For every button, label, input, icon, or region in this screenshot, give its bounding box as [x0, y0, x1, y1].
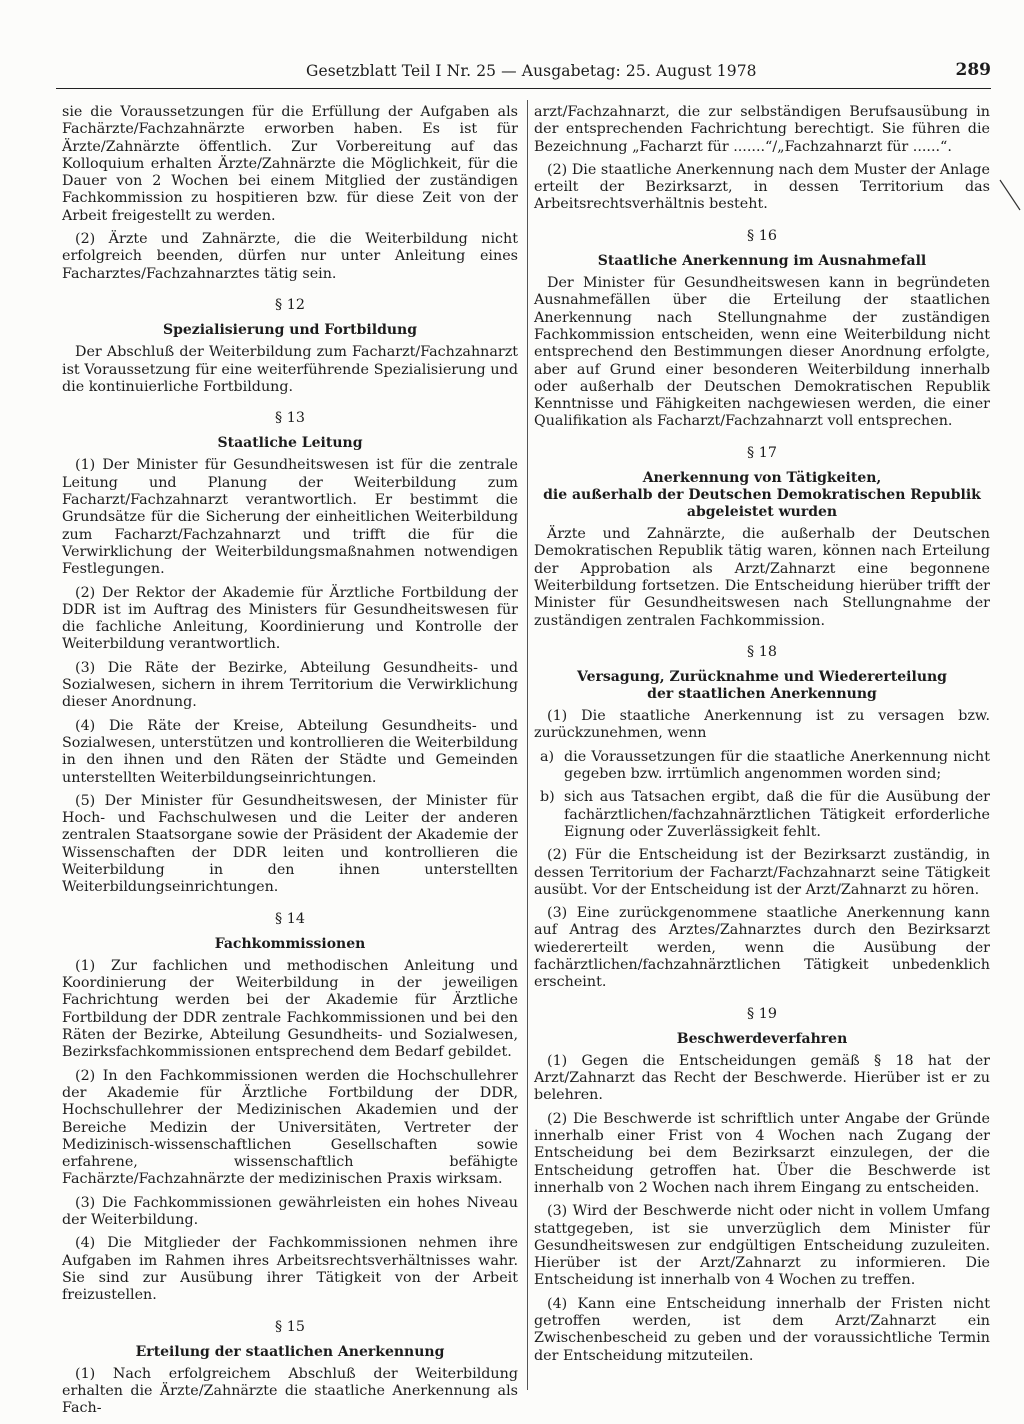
section-number: § 12 [275, 296, 305, 313]
heading-line: Versagung, Zurücknahme und Wiedererteilung [577, 669, 947, 686]
paragraph: (1) Zur fachlichen und methodischen Anleitung und Koordinierung der Weiterbildung in der jeweiligen Fachrichtung werden bei der Akademie für Ärztliche Fortbildung der DDR zentrale Fachkommissionen und bei den Räten der Bezirke, Abteilung Gesundheits- und Sozialwesen, Bezirksfachkommissionen entsprechend dem Bedarf gebildet. [62, 957, 518, 1061]
paragraph: (4) Kann eine Entscheidung innerhalb der Fristen nicht getroffen werden, ist dem Arzt/Zahnarzt ein Zwischenbescheid zu geben und der voraussichtliche Termin der Entscheidung mitzuteilen. [534, 1295, 990, 1364]
right-column [534, 104, 990, 1371]
heading-line: die außerhalb der Deutschen Demokratischen Republik [543, 487, 981, 504]
section-heading [534, 669, 990, 703]
paragraph: (1) Gegen die Entscheidungen gemäß § 18 hat der Arzt/Zahnarzt das Recht der Beschwerde. Hierüber ist er zu belehren. [534, 1052, 990, 1104]
section-number: § 14 [275, 910, 305, 927]
paragraph: (5) Der Minister für Gesundheitswesen, der Minister für Hoch- und Fachschulwesen und die Leiter der anderen zentralen Staatsorgane sowie der Präsident der Akademie der Wissenschaften der DDR leiten und kontrollieren die Weiterbildung in den ihnen unterstellten Weiterbildungseinrichtungen. [62, 792, 518, 896]
section-heading: Beschwerdeverfahren [676, 1030, 848, 1047]
list-item-text: die Voraussetzungen für die staatliche Anerkennung nicht gegeben bzw. irrtümlich angenommen worden sind; [564, 748, 990, 783]
heading-line: Anerkennung von Tätigkeiten, [642, 470, 882, 487]
column-divider [527, 100, 528, 1390]
list-item [534, 749, 990, 784]
list-item-text: sich aus Tatsachen ergibt, daß die für die Ausübung der fachärztlichen/fachzahnärztlichen Tätigkeit erforderliche Eignung oder Zuverlässigkeit fehlt. [564, 789, 990, 840]
paragraph: sie die Voraussetzungen für die Erfüllung der Aufgaben als Fachärzte/Fachzahnärzte erworben haben. Es ist für Ärzte/Zahnärzte öffentlich. Zur Vorbereitung auf das Kolloquium erhalten Ärzte/Zahnärzte die Möglichkeit, für die Dauer von 2 Wochen bei einem Mitglied der zuständigen Fachkommission zu hospitieren bzw. für diese Zeit von der Arbeit freigestellt zu werden. [62, 104, 518, 224]
paragraph: (3) Wird der Beschwerde nicht oder nicht in vollem Umfang stattgegeben, ist sie unverzüglich dem Minister für Gesundheitswesen zur endgültigen Entscheidung zuzuleiten. Hierüber ist der Arzt/Zahnarzt zu informieren. Die Entscheidung ist innerhalb von 4 Wochen zu treffen. [534, 1203, 990, 1289]
paragraph: (2) Die staatliche Anerkennung nach dem Muster der Anlage erteilt der Bezirksarzt, in dessen Territorium das Arbeitsrechtsverhältnis besteht. [534, 161, 990, 213]
header-title: Gesetzblatt Teil I Nr. 25 — Ausgabetag: 25. August 1978 [306, 62, 757, 80]
paragraph: (2) Ärzte und Zahnärzte, die die Weiterbildung nicht erfolgreich beenden, dürfen nur unter Anleitung eines Facharztes/Fachzahnarztes tätig sein. [62, 231, 518, 282]
paragraph: (1) Die staatliche Anerkennung ist zu versagen bzw. zurückzunehmen, wenn [534, 708, 990, 742]
section-number: § 19 [747, 1005, 777, 1022]
paragraph: (2) Die Beschwerde ist schriftlich unter Angabe der Gründe innerhalb einer Frist von 4 Wochen nach Zugang der Entscheidung bei dem Bezirksarzt einzulegen, der die Entscheidung getroffen hat. Über die Beschwerde ist innerhalb von 2 Wochen nach ihrem Eingang zu entscheiden. [534, 1110, 990, 1196]
page-header [56, 60, 991, 89]
section-number: § 16 [747, 227, 777, 244]
list-item-label: b) [540, 789, 555, 806]
section-heading [534, 470, 990, 521]
section-number: § 13 [275, 410, 305, 427]
paragraph: Der Abschluß der Weiterbildung zum Facharzt/Fachzahnarzt ist Voraussetzung für eine weiterführende Spezialisierung und die kontinuierliche Fortbildung. [62, 344, 518, 395]
heading-line: abgeleistet wurden [686, 504, 838, 521]
left-column [62, 104, 518, 1424]
paragraph: (4) Die Räte der Kreise, Abteilung Gesundheits- und Sozialwesen, unterstützen und kontrollieren die Weiterbildung in den ihnen und den Räten der Städte und Gemeinden unterstellten Weiterbildungseinrichtungen. [62, 717, 518, 786]
page-number: 289 [955, 60, 991, 80]
paragraph: Ärzte und Zahnärzte, die außerhalb der Deutschen Demokratischen Republik tätig waren, können nach Erteilung der Approbation als Arzt/Zahnarzt eine begonnene Weiterbildung fortsetzen. Die Entscheidung hierüber trifft der Minister für Gesundheitswesen nach Stellungnahme der zuständigen zentralen Fachkommission. [534, 526, 990, 629]
section-heading: Erteilung der staatlichen Anerkennung [135, 1343, 445, 1360]
paragraph: (3) Eine zurückgenommene staatliche Anerkennung kann auf Antrag des Arztes/Zahnarztes durch den Bezirksarzt wiedererteilt werden, wenn die Ausübung der fachärztlichen/fachzahnärztlichen Tätigkeit unbedenklich erscheint. [534, 905, 990, 991]
paragraph: (1) Nach erfolgreichem Abschluß der Weiterbildung erhalten die Ärzte/Zahnärzte die staatliche Anerkennung als Fach- [62, 1365, 518, 1417]
section-heading: Fachkommissionen [214, 935, 366, 952]
section-heading: Staatliche Anerkennung im Ausnahmefall [597, 253, 927, 270]
paragraph: Der Minister für Gesundheitswesen kann in begründeten Ausnahmefällen über die Erteilung der staatlichen Anerkennung nach Stellungnahme der zuständigen Fachkommission entscheiden, wenn eine Weiterbildung nicht entsprechend den Bestimmungen dieser Anordnung erfolgte, aber auf Grund einer besonderen Weiterbildung innerhalb oder außerhalb der Deutschen Demokratischen Republik Kenntnisse und Fähigkeiten nachgewiesen werden, die einer Qualifikation als Facharzt/Fachzahnarzt voll entsprechen. [534, 275, 990, 430]
paragraph: (1) Der Minister für Gesundheitswesen ist für die zentrale Leitung und Planung der Weiterbildung zum Facharzt/Fachzahnarzt verantwortlich. Er bestimmt die Grundsätze für die Sicherung der einheitlichen Weiterbildung zum Facharzt/Fachzahnarzt und trifft die für die Verwirklichung der Weiterbildungsmaßnahmen notwendigen Festlegungen. [62, 457, 518, 578]
paragraph: (3) Die Räte der Bezirke, Abteilung Gesundheits- und Sozialwesen, sichern in ihrem Territorium die Verwirklichung dieser Anordnung. [62, 659, 518, 711]
paragraph: arzt/Fachzahnarzt, die zur selbständigen Berufsausübung in der entsprechenden Fachrichtung berechtigt. Sie führen die Bezeichnung „Facharzt für .......“/„Fachzahnarzt für ......“. [534, 104, 990, 155]
section-number: § 18 [747, 643, 777, 660]
paragraph: (4) Die Mitglieder der Fachkommissionen nehmen ihre Aufgaben im Rahmen ihres Arbeitsrechtsverhältnisses wahr. Sie sind zur Ausübung ihrer Tätigkeit von der Arbeit freizustellen. [62, 1235, 518, 1304]
section-number: § 17 [747, 444, 777, 461]
paragraph: (3) Die Fachkommissionen gewährleisten ein hohes Niveau der Weiterbildung. [62, 1194, 518, 1229]
list-item [534, 789, 990, 841]
paragraph: (2) Der Rektor der Akademie für Ärztliche Fortbildung der DDR ist im Auftrag des Ministers für Gesundheitswesen für die fachliche Anleitung, Koordinierung und Kontrolle der Weiterbildung verantwortlich. [62, 584, 518, 653]
section-heading: Staatliche Leitung [217, 435, 363, 452]
list-item-label: a) [540, 748, 555, 765]
section-heading: Spezialisierung und Fortbildung [162, 322, 418, 339]
margin-stroke-mark [998, 178, 1022, 212]
heading-line: der staatlichen Anerkennung [647, 686, 877, 703]
paragraph: (2) Für die Entscheidung ist der Bezirksarzt zuständig, in dessen Territorium der Facharzt/Fachzahnarzt seine Tätigkeit ausübt. Vor der Entscheidung ist der Arzt/Zahnarzt zu hören. [534, 847, 990, 898]
paragraph: (2) In den Fachkommissionen werden die Hochschullehrer der Akademie für Ärztliche Fortbildung der DDR, Hochschullehrer der Medizinischen Akademien und der Bereiche Medizin der Universitäten, Vertreter der Medizinisch-wissenschaftlichen Gesellschaften sowie erfahrene, wissenschaftlich befähigte Fachärzte/Fachzahnärzte der medizinischen Praxis wirksam. [62, 1067, 518, 1188]
section-number: § 15 [275, 1318, 305, 1335]
